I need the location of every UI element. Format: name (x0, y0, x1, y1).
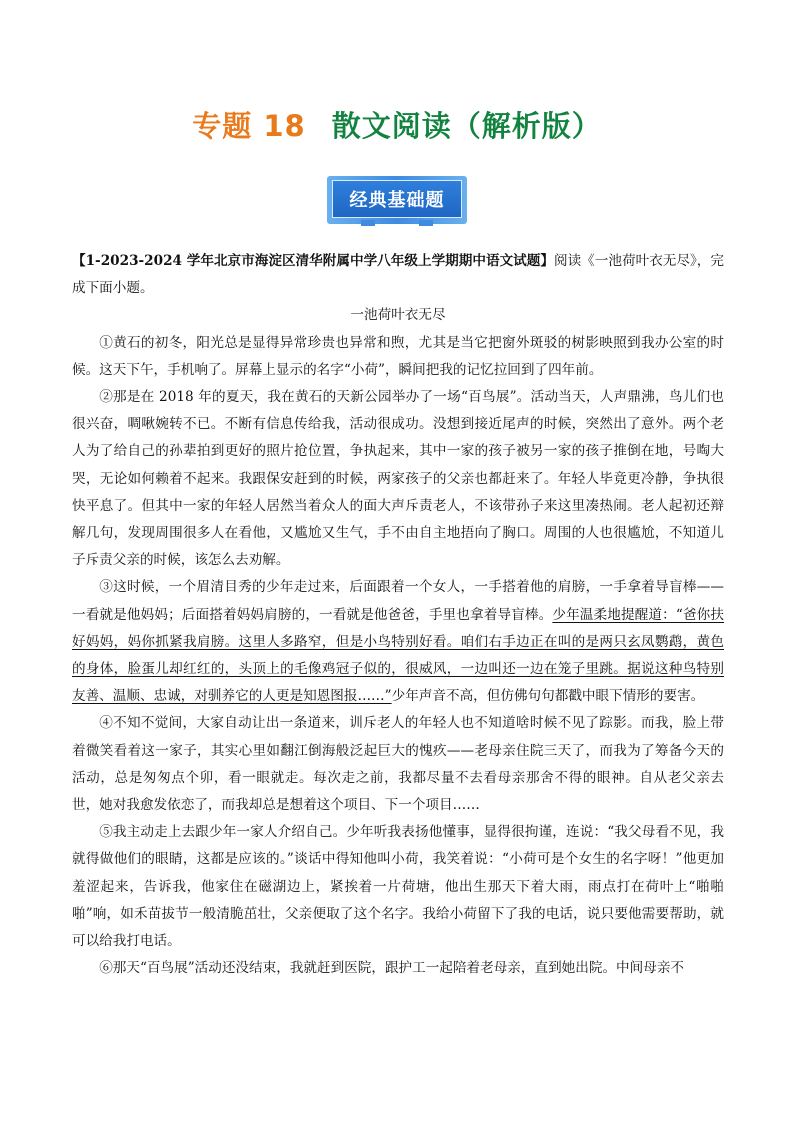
paragraph-4: ④不知不觉间，大家自动让出一条道来，训斥老人的年轻人也不知道啥时候不见了踪影。而我，脸上带着微笑看着这一家子，其实心里如翻江倒海般泛起巨大的愧疚——老母亲住院三天了，而我为了筹备今天的活动，总是匆匆点个卯，看一眼就走。每次走之前，我都尽量不去看母亲那舍不得的眼神。自从老父亲去世，她对我愈发依恋了，而我却总是想着这个项目、下一个项目…… (72, 715, 724, 814)
paragraph-5: ⑤我主动走上去跟少年一家人介绍自己。少年听我表扬他懂事，显得很拘谨，连说：“我父母看不见，我就得做他们的眼睛，这都是应该的。”谈话中得知他叫小荷，我笑着说：“小荷可是个女生的名字呀！”他更加羞涩起来，告诉我，他家住在磁湖边上，紧挨着一片荷塘，他出生那天下着大雨，雨点打在荷叶上“啪啪啪”响，如禾苗拔节一般清脆茁壮，父亲便取了这个名字。我给小荷留下了我的电话，说只要他需要帮助，就可以给我打电话。 (72, 824, 724, 950)
document-body (72, 248, 724, 982)
underlined-sentence: 少年温柔地提醒道：“爸你扶好妈妈，妈你抓紧我肩膀。这里人多路窄，但是小鸟特别好看。咱们右手边正在叫的是两只玄凤鹦鹉，黄色的身体，脸蛋儿却红红的，头顶上的毛像鸡冠子似的，很威风，一边叫还一边在笼子里跳。据说这种鸟特别友善、温顺、忠诚，对驯养它的人更是知恩图报……” (72, 606, 725, 705)
passage-title: 一池荷叶衣无尽 (350, 307, 446, 324)
badge-tick-right (419, 220, 433, 226)
paragraph-1: ①黄石的初冬，阳光总是显得异常珍贵也异常和煦，尤其是当它把窗外斑驳的树影映照到我办公室的时候。这天下午，手机响了。屏幕上显示的名字“小荷”，瞬间把我的记忆拉回到了四年前。 (72, 334, 724, 378)
badge-tick-left (361, 220, 375, 226)
question-intro (72, 248, 724, 302)
title-name: 散文阅读（解析版） (331, 109, 602, 143)
paragraph-3-end: 少年声音不高，但仿佛句句都戳中眼下情形的要害。 (391, 688, 705, 705)
paragraph-2: ②那是在 2018 年的夏天，我在黄石的天新公园举办了一场“百鸟展”。活动当天，人声鼎沸，鸟儿们也很兴奋，啁啾婉转不已。不断有信息传给我，活动很成功。没想到接近尾声的时候，突然出了意外。两个老人为了给自己的孙辈拍到更好的照片抢位置，争执起来，其中一家的孩子被另一家的孩子推倒在地，号啕大哭，无论如何赖着不起来。我跟保安赶到的时候，两家孩子的父亲也都赶来了。年轻人毕竟更冷静，争执很快平息了。但其中一家的年轻人居然当着众人的面大声斥责老人，不该带孙子来这里凑热闹。老人起初还辩解几句，发现周围很多人在看他，又尴尬又生气，手不由自主地捂向了胸口。周围的人也很尴尬，不知道儿子斥责父亲的时候，该怎么去劝解。 (72, 389, 724, 569)
paragraph-3-start: ③这时候，一个眉清目秀的少年走过来，后面跟着一个女人，一手搭着他的肩膀，一手拿着导盲棒——一看就是他妈妈；后面搭着妈妈肩膀的，一看就是他爸爸，手里也拿着导盲棒。 (72, 579, 724, 623)
title-topic: 专题 18 (192, 109, 306, 143)
paragraph-3 (72, 574, 724, 710)
question-source: 【1-2023-2024 学年北京市海淀区清华附属中学八年级上学期期中语文试题】 (72, 253, 554, 269)
paragraph-6: ⑥那天“百鸟展”活动还没结束，我就赶到医院，跟护工一起陪着老母亲，直到她出院。中间母亲不 (99, 960, 685, 977)
page-title (0, 104, 794, 145)
badge-label: 经典基础题 (332, 180, 462, 218)
section-badge (327, 176, 467, 224)
question-instruction: 阅读《一池荷叶衣无尽》，完成下面小题。 (72, 253, 724, 297)
